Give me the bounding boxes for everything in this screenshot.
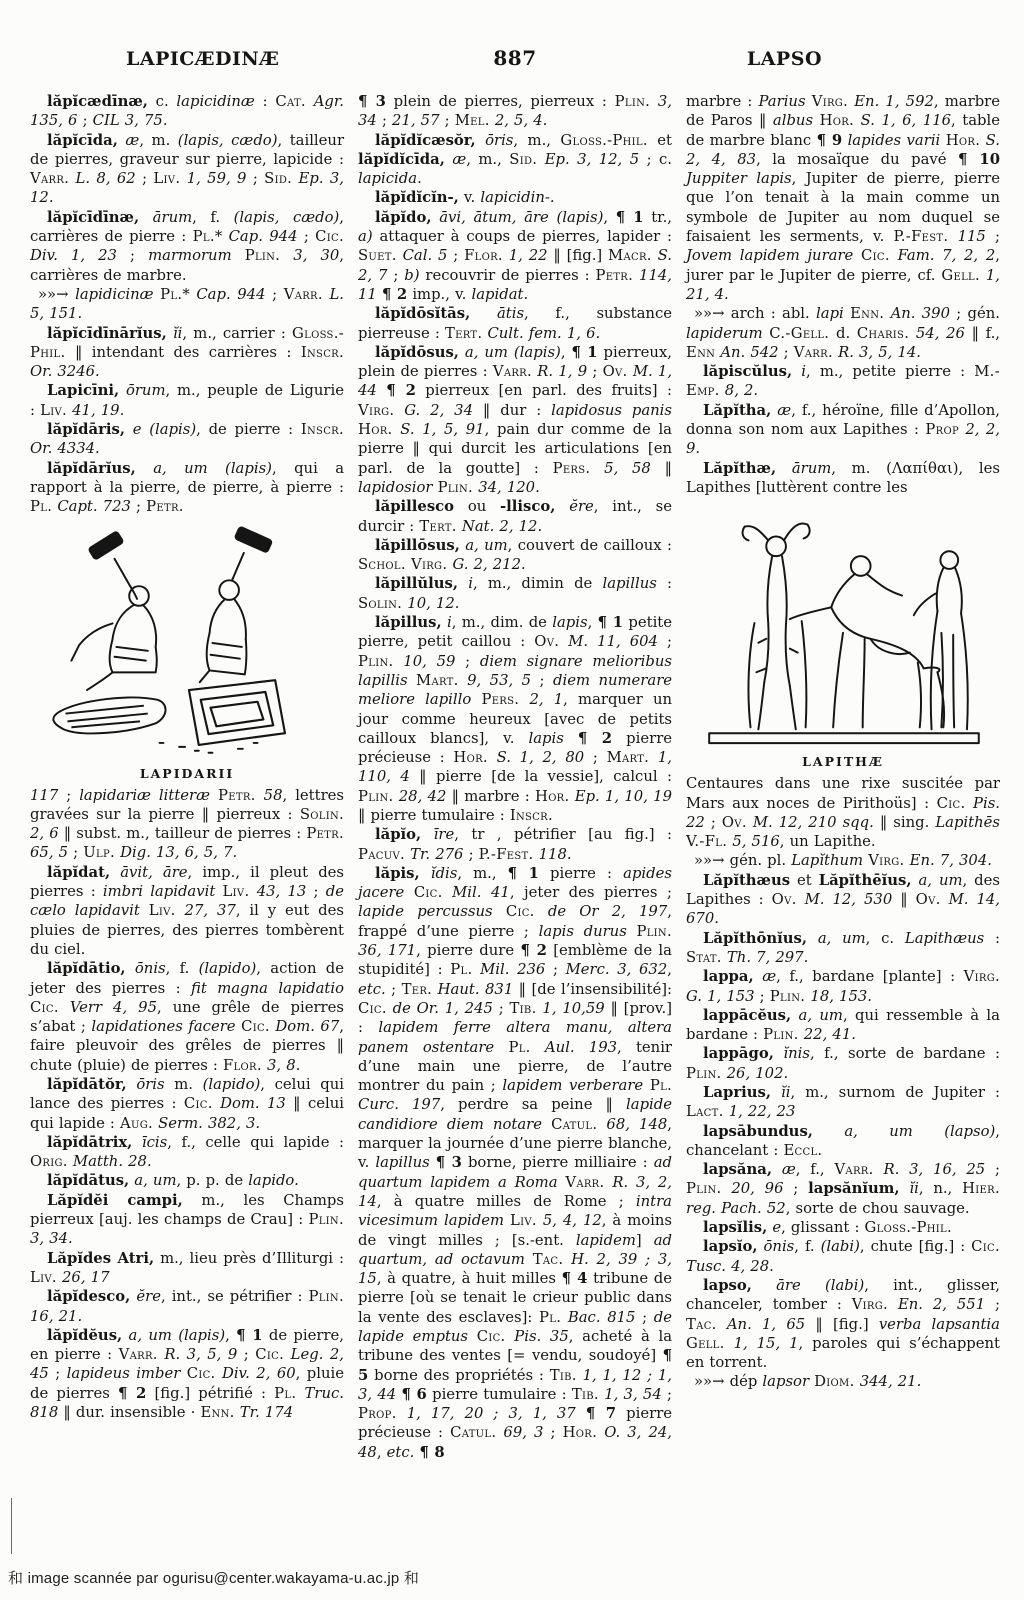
dictionary-entry: 117 ; lapidariæ litteræ Petr. 58, lettres gravées sur la pierre ‖ pierreux : Solin. 2, 6 ‖ subst. m., tailleur de pierres : Petr. 65, 5 ; Ulp. Dig. 13, 6, 5, 7. [30,786,344,862]
dictionary-entry: »»→ lapidicinæ Pl.* Cap. 944 ; Varr. L. 5, 151. [30,285,345,323]
dictionary-entry: Lăpĭtha, æ, f., héroïne, fille d’Apollon, donna son nom aux Lapithes : Prop 2, 2, 9. [686,401,1001,458]
dictionary-entry: lăpĭcīdīnæ, ārum, f. (lapis, cædo), carrières de pierre : Pl.* Cap. 944 ; Cic. Div. 1, 23 ; marmorum Plin. 3, 30, carrières de marbre. [30,208,345,284]
dictionary-entry: marbre : Parius Virg. En. 1, 592, marbre de Paros ‖ albus Hor. S. 1, 6, 116, table de marbre blanc ¶ 9 lapides varii Hor. S. 2, 4, 83, la mosaïque du pavé ¶ 10 Juppiter lapis, Jupiter de pierre, pierre que l’on tenait à la main comme un symbole de Jupiter au nom duquel se faisaient les serments, v. P.-Fest. 115 ; Jovem lapidem jurare Cic. Fam. 7, 2, 2, jurer par le Jupiter de pierre, cf. Gell. 1, 21, 4. [686,93,1000,303]
dictionary-entry: lăpĭdātrix, īcis, f., celle qui lapide : Orig. Matth. 28. [30,1133,344,1171]
dictionary-entry: lăpĭdĕus, a, um (lapis), ¶ 1 de pierre, en pierre : Varr. R. 3, 5, 9 ; Cic. Leg. 2, 45 ; lapideus imber Cic. Div. 2, 60, pluie de pierres ¶ 2 [fig.] pétrifié : Pl. Truc. 818 ‖ dur. insensible · Enn. Tr. 174 [30,1326,345,1422]
dictionary-entry: lăpĭdārĭus, a, um (lapis), qui a rapport à la pierre, de pierre, à pierre : Pl. Capt. 723 ; Petr. [30,459,345,516]
dictionary-entry: Centaures dans une rixe suscitée par Mars aux noces de Pirithoüs] : Cic. Pis. 22 ; Ov. M. 12, 210 sqq. ‖ sing. Lapithēs V.-Fl. 5, 516, un Lapithe. [686,775,1000,851]
figure-caption: LAPIDARII [139,765,235,781]
dictionary-entry: lăpillōsus, a, um, couvert de cailloux : Schol. Virg. G. 2, 212. [358,536,672,574]
dictionary-entry: lăpillŭlus, i, m., dimin de lapillus : Solin. 10, 12. [358,575,672,612]
dictionary-entry: lăpĭdōsĭtās, ātis, f., substance pierreuse : Tert. Cult. fem. 1, 6. [358,305,672,342]
running-head-left: LAPICÆDINÆ [126,48,280,70]
page-number: 887 [493,46,537,70]
dictionary-entry: Lăpĭthōnĭus, a, um, c. Lapithæus : Stat. Th. 7, 297. [686,929,1000,966]
dictionary-entry: lappa, æ, f., bardane [plante] : Virg. G. 1, 153 ; Plin. 18, 153. [686,968,1000,1005]
lapithae-drawing [695,505,991,749]
dictionary-entry: lăpĭcīda, æ, m. (lapis, cædo), tailleur de pierres, graveur sur pierre, lapicide : Varr. L. 8, 62 ; Liv. 1, 59, 9 ; Sid. Ep. 3, 12. [30,131,345,207]
dictionary-entry: lăpĭdesco, ĕre, int., se pétrifier : Plin. 16, 21. [30,1288,344,1325]
dictionary-entry: lăpis, ĭdis, m., ¶ 1 pierre : apides jacere Cic. Mil. 41, jeter des pierres ; lapide percussus Cic. de Or 2, 197, frappé d’une pierre ; lapis durus Plin. 36, 171, pierre dure ¶ 2 [emblème de la stupidité] : Pl. Mil. 236 ; Merc. 3, 632, etc. ; Ter. Haut. 831 ‖ [de l’insensibilité]: Cic. de Or. 1, 245 ; Tib. 1, 10,59 ‖ [prov.] : lapidem ferre altera manu, altera panem ostentare Pl. Aul. 193, tenir d’une main une pierre, de l’autre montrer du pain ; lapidem verberare Pl. Curc. 197, perdre sa peine ‖ lapide candidiore diem notare Catul. 68, 148, marquer la journée d’une pierre blanche, v. lapillus ¶ 3 borne, pierre milliaire : ad quartum lapidem a Roma Varr. R. 3, 2, 14, à quatre milles de Rome ; intra vicesimum lapidem Liv. 5, 4, 12, à moins de vingt milles ; [s.-ent. lapidem] ad quartum, ad octavum Tac. H. 2, 39 ; 3, 15, à quatre, à huit milles ¶ 4 tribune de pierre [où se tenait le crieur public dans la vente des esclaves]: Pl. Bac. 815 ; de lapide emptus Cic. Pis. 35, acheté à la tribune des ventes [= vendu, soudoyé] ¶ 5 borne des propriétés : Tib. 1, 1, 12 ; 1, 3, 44 ¶ 6 pierre tumulaire : Tib. 1, 3, 54 ; Prop. 1, 17, 20 ; 3, 1, 37 ¶ 7 pierre précieuse : Catul. 69, 3 ; Hor. O. 3, 24, 48, etc. ¶ 8 [358,864,673,1461]
dictionary-entry: ¶ 3 plein de pierres, pierreux : Plin. 3, 34 ; 21, 57 ; Mel. 2, 5, 4. [358,93,672,130]
dictionary-entry: Lăpĭthæ, ārum, m. (Λαπίθαι), les Lapithes [luttèrent contre les [686,459,1000,496]
dictionary-entry: »»→ gén. pl. Lapĭthum Virg. En. 7, 304. [694,852,992,870]
dictionary-entry: Lăpĭdĕi campi, m., les Champs pierreux [auj. les champs de Crau] : Plin. 3, 34. [30,1191,344,1248]
dictionary-entry: lăpĭcīdīnārĭus, ĭi, m., carrier : Gloss.-Phil. ‖ intendant des carrières : Inscr. Or. 3246. [30,324,345,381]
dictionary-entry: Lăpĭdes Atri, m., lieu près d’Illiturgi : Liv. 26, 17 [30,1249,344,1286]
dictionary-entry: Lapicīni, ōrum, m., peuple de Ligurie : Liv. 41, 19. [30,382,344,419]
dictionary-entry: lăpĭdātio, ōnis, f. (lapido), action de jeter des pierres : fit magna lapidatio Cic. Verr 4, 95, une grêle de pierres s’abat ; lapidationes facere Cic. Dom. 67, faire pleuvoir des grêles de pierres ‖ chute (pluie) de pierres : Flor. 3, 8. [30,960,344,1074]
dictionary-entry: lăpĭdat, āvit, āre, imp., il pleut des pierres : imbri lapidavit Liv. 43, 13 ; de cælo lapidavit Liv. 27, 37, il y eut des pluies de pierres, des pierres tombèrent du ciel. [30,863,345,958]
running-head-right: LAPSO [746,48,822,70]
dictionary-entry: lappācĕus, a, um, qui ressemble à la bardane : Plin. 22, 41. [686,1006,1000,1044]
dictionary-entry: lăpĭdātŏr, ōris m. (lapido), celui qui lance des pierres : Cic. Dom. 13 ‖ celui qui lapide : Aug. Serm. 382, 3. [30,1075,344,1132]
dictionary-entry: lăpĭo, īre, tr , pétrifier [au fig.] : Pacuv. Tr. 276 ; P.-Fest. 118. [358,826,673,863]
column-1 [30,92,344,1462]
dictionary-entry: lapsĭo, ōnis, f. (labi), chute [fig.] : Cic. Tusc. 4, 28. [686,1238,1000,1275]
dictionary-entry: lapsĭlis, e, glissant : Gloss.-Phil. [703,1219,952,1237]
dictionary-entry: lăpĭdātus, a, um, p. p. de lapido. [47,1172,299,1190]
dictionary-entry: lăpillesco ou -llisco, ĕre, int., se durcir : Tert. Nat. 2, 12. [358,498,672,535]
dictionary-entry: lappāgo, ĭnis, f., sorte de bardane : Plin. 26, 102. [686,1045,1000,1082]
dictionary-entry: »»→ dép lapsor Diom. 344, 21. [694,1373,922,1391]
lapithae-illustration [686,505,1000,769]
dictionary-entry: lăpiscŭlus, i, m., petite pierre : M.-Emp. 8, 2. [686,363,1000,400]
dictionary-entry: lăpillus, i, m., dim. de lapis, ¶ 1 petite pierre, petit caillou : Ov. M. 11, 604 ; Plin. 10, 59 ; diem signare melioribus lapillis Mart. 9, 53, 5 ; diem numerare meliore lapillo Pers. 2, 1, marquer un jour comme heureux [avec de petits cailloux blancs], v. lapis ¶ 2 pierre précieuse : Hor. S. 1, 2, 80 ; Mart. 1, 110, 4 ‖ pierre [de la vessie], calcul : Plin. 28, 42 ‖ marbre : Hor. Ep. 1, 10, 19 ‖ pierre tumulaire : Inscr. [358,614,673,824]
dictionary-entry: lapsābundus, a, um (lapso), chancelant : Eccl. [686,1122,1000,1159]
dictionary-entry: lăpĭdo, āvi, ātum, āre (lapis), ¶ 1 tr., a) attaquer à coups de pierres, lapider : Suet. Cal. 5 ; Flor. 1, 22 ‖ [fig.] Macr. S. 2, 7 ; b) recouvrir de pierres : Petr. 114, 11 ¶ 2 imp., v. lapidat. [358,208,673,303]
dictionary-entry: lăpĭdōsus, a, um (lapis), ¶ 1 pierreux, plein de pierres : Varr. R. 1, 9 ; Ov. M. 1, 44 ¶ 2 pierreux [en parl. des fruits] : Virg. G. 2, 34 ‖ dur : lapidosus panis Hor. S. 1, 5, 91, pain dur comme de la pierre ‖ qui durcit les articulations [en parl. de la goutte] : Pers. 5, 58 ‖ lapidosior Plin. 34, 120. [358,343,673,496]
column-2 [358,92,672,1462]
column-3 [686,92,1000,1462]
lapidarii-drawing [42,525,332,761]
dictionary-entry: »»→ arch : abl. lapi Enn. An. 390 ; gén. lapiderum C.-Gell. d. Charis. 54, 26 ‖ f., Enn An. 542 ; Varr. R. 3, 5, 14. [686,305,1001,361]
running-header [30,46,1000,70]
dictionary-entry: lăpĭcædīnæ, c. lapicidinæ : Cat. Agr. 135, 6 ; CIL 3, 75. [30,93,344,130]
dictionary-entry: lăpĭdĭcĭn-, v. lapicidin-. [375,189,555,207]
dictionary-entry: Lăpĭthæus et Lăpĭthēĭus, a, um, des Lapithes : Ov. M. 12, 530 ‖ Ov. M. 14, 670. [686,871,1000,928]
figure-caption: LAPITHÆ [802,754,884,770]
dictionary-entry: lapso, āre (labi), int., glisser, chanceler, tomber : Virg. En. 2, 551 ; Tac. An. 1, 65 ‖ [fig.] verba lapsantia Gell. 1, 15, 1, paroles qui s’échappent en torrent. [686,1276,1001,1372]
scan-artifact-line [11,1498,12,1554]
columns-container [30,92,1000,1462]
dictionary-entry: lapsăna, æ, f., Varr. R. 3, 16, 25 ; Plin. 20, 96 ; lapsănĭum, ĭi, n., Hier. reg. Pach. 52, sorte de chou sauvage. [686,1161,1001,1217]
dictionary-entry: lăpĭdĭcæsŏr, ōris, m., Gloss.-Phil. et lăpĭdĭcīda, æ, m., Sid. Ep. 3, 12, 5 ; c. lapicida. [358,131,673,188]
scan-note: 和 image scannée par ogurisu@center.wakayama-u.ac.jp 和 [8,1570,420,1587]
dictionary-entry: Laprius, ĭi, m., surnom de Jupiter : Lact. 1, 22, 23 [686,1083,1000,1121]
dictionary-entry: lăpĭdāris, e (lapis), de pierre : Inscr. Or. 4334. [30,421,344,458]
lapidarii-illustration [30,525,344,781]
